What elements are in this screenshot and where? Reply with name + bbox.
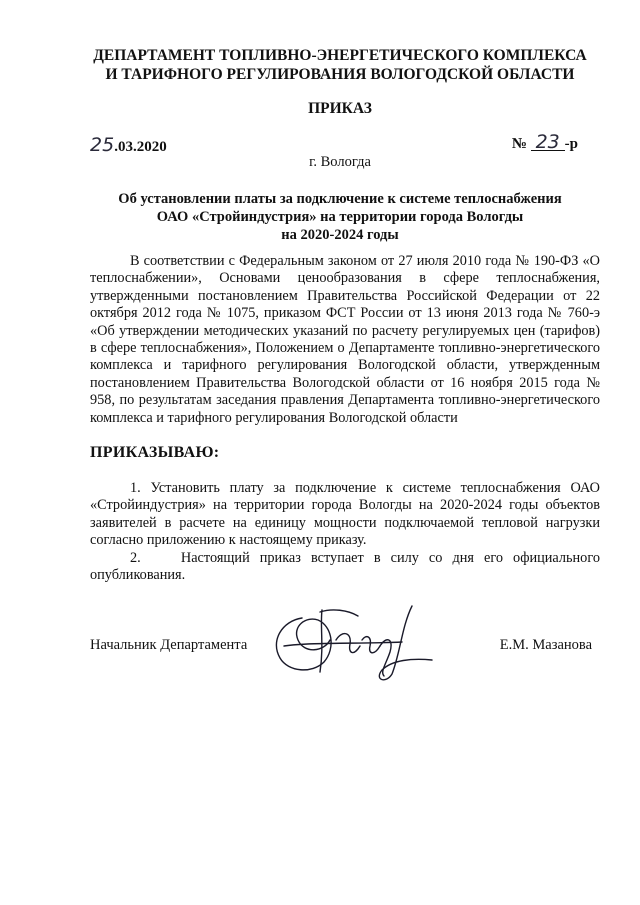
order-directive-word: ПРИКАЗЫВАЮ: [90, 444, 220, 461]
order-item-1: 1. Установить плату за подключение к системе теплоснабжения ОАО «Стройиндустрия» на территории города Вологды на 2020-2024 годы объектов заявителей в расчете на единицу мощности подключаемой тепловой нагрузки согласно приложению к настоящему приказу. [90, 480, 600, 549]
subject-line-3: на 2020-2024 годы [281, 227, 399, 243]
signatory-position: Начальник Департамента [90, 637, 248, 653]
header-line-1: ДЕПАРТАМЕНТ ТОПЛИВНО-ЭНЕРГЕТИЧЕСКОГО КОМПЛЕКСА [93, 47, 587, 64]
printed-date: .03.2020 [114, 139, 167, 155]
department-header [60, 46, 620, 84]
order-number [511, 131, 578, 153]
order-title: ПРИКАЗ [308, 100, 372, 117]
subject-line-1: Об установлении платы за подключение к системе теплоснабжения [118, 191, 562, 207]
number-suffix: -р [564, 136, 578, 152]
subject-line-2: ОАО «Стройиндустрия» на территории города Вологды [156, 209, 524, 225]
preamble-paragraph: В соответствии с Федеральным законом от 27 июля 2010 года № 190-ФЗ «О теплоснабжении», Основами ценообразования в сфере теплоснабжения, утвержденными постановлением Правительства Российской Федерации от 22 октября 2012 года № 1075, приказом ФСТ России от 13 июня 2013 года № 760-э «Об утверждении методических указаний по расчету регулируемых цен (тарифов) в сфере теплоснабжения», Положением о Департаменте топливно-энергетического комплекса и тарифного регулирования Вологодской области, утвержденным постановлением Правительства Вологодской области от 16 ноября 2015 года № 958, по результатам заседания правления Департамента топливно-энергетического комплекса и тарифного регулирования Вологодской области [90, 253, 600, 426]
order-subject [80, 190, 600, 244]
number-sign: № [511, 136, 527, 152]
order-date [90, 134, 167, 156]
signatory-name: Е.М. Мазанова [499, 637, 592, 653]
order-item-2: 2. Настоящий приказ вступает в силу со дня его официального опубликования. [90, 550, 604, 584]
handwritten-day: 25 [90, 134, 115, 156]
handwritten-signature [262, 596, 442, 686]
city: г. Вологда [309, 154, 371, 170]
handwritten-number: 23 [531, 134, 565, 151]
header-line-2: И ТАРИФНОГО РЕГУЛИРОВАНИЯ ВОЛОГОДСКОЙ ОБЛАСТИ [105, 66, 575, 83]
